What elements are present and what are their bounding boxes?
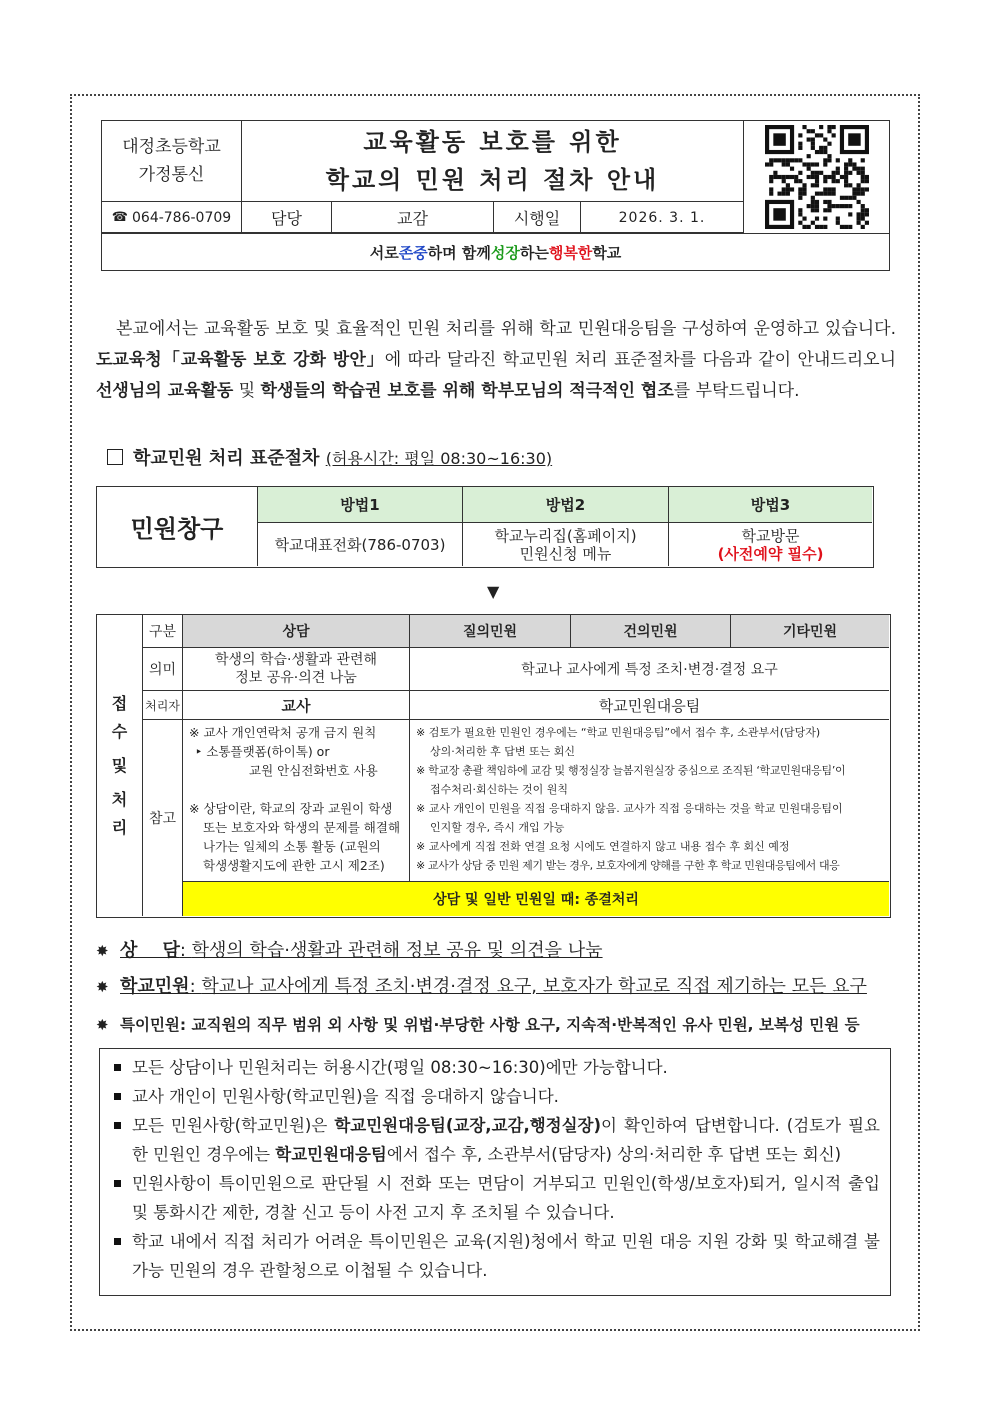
definition-text: 학교나 교사에게 특정 조치·변경·결정 요구, 보호자가 학교로 직접 제기하는 모든 요구 <box>201 976 867 997</box>
ref-consult-line: ※ 상담이란, 학교의 장과 교원이 학생 <box>189 801 393 816</box>
ref-other-line: ※ 교사에게 직접 전화 연결 요청 시에도 연결하지 않고 내용 접수 후 회신 예정 <box>416 840 790 853</box>
meaning-label: 의미 <box>143 648 183 691</box>
school-name-cell <box>102 121 242 202</box>
motto-respect: 존중 <box>398 243 428 262</box>
title-line-1: 교육활동 보호를 위한 <box>363 128 622 156</box>
method-2-value <box>463 523 669 566</box>
asterisk-bullet-icon: ✸ <box>96 942 109 960</box>
notice-text: 모든 민원사항(학교민원)은 <box>132 1116 335 1135</box>
intro-text: 본교에서는 교육활동 보호 및 효율적인 민원 처리를 위해 학교 민원대응팀을 구성하여 운영하고 있습니다. <box>116 319 896 339</box>
school-name: 대정초등학교 <box>122 137 221 157</box>
intro-text: 및 <box>233 381 261 401</box>
manager-label: 담당 <box>242 202 332 233</box>
vlabel-char: 및 <box>111 755 128 775</box>
section-heading <box>107 444 552 470</box>
definition-special: ✸ 특이민원: 교직원의 직무 범위 외 사항 및 위법·부당한 사항 요구, 지속적·반복적인 유사 민원, 보복성 민원 등 <box>96 1016 860 1034</box>
meaning-other: 학교나 교사에게 특정 조치·변경·결정 요구 <box>410 648 889 691</box>
notice-bold: 학교민원대응팀(교장,교감,행정실장) <box>334 1116 602 1135</box>
definition-text: 교직원의 직무 범위 외 사항 및 위법·부당한 사항 요구, 지속적·반복적인 유사 민원, 보복성 민원 등 <box>191 1016 860 1034</box>
motto-part: 하며 함께 <box>427 243 491 262</box>
ref-other-line: ※ 검토가 필요한 민원인 경우에는 “학교 민원대응팀”에서 접수 후, 소관부서(담당자) <box>416 726 821 739</box>
notice-item <box>110 1082 880 1111</box>
intro-bold: 도교육청「교육활동 보호 강화 방안」 <box>96 350 385 370</box>
method-1-text: 학교대표전화(786-0703) <box>274 535 446 554</box>
ref-consult-line <box>189 780 403 799</box>
qr-code[interactable] <box>744 121 889 233</box>
channel-label: 민원창구 <box>97 487 258 566</box>
motto-part: 하는 <box>519 243 549 262</box>
motto-part: 학교 <box>592 243 622 262</box>
ref-consult-line: 학생생활지도에 관한 고시 제2조) <box>203 858 385 873</box>
ref-other-line: ※ 교사 개인이 민원을 직접 응대하지 않음. 교사가 직접 응대하는 것을 학교 민원대응팀이 <box>416 802 843 815</box>
ref-consult-line: 또는 보호자와 학생의 문제를 해결해 <box>203 820 401 835</box>
method-3-value <box>669 523 872 566</box>
notice-text: 교사 개인이 민원사항(학교민원)을 직접 응대하지 않습니다. <box>132 1087 559 1106</box>
qr-code-image <box>765 125 869 229</box>
reference-consult <box>183 720 410 882</box>
meaning-consult <box>183 648 410 691</box>
intro-bold: 학생들의 학습권 보호를 위해 학부모님의 적극적인 협조 <box>260 381 674 401</box>
definition-term: 학교민원 <box>120 976 190 997</box>
phone-cell <box>102 202 242 233</box>
notice-box <box>99 1048 891 1296</box>
definition-text: 학생의 학습·생활과 관련해 정보 공유 및 의견을 나눔 <box>191 940 603 961</box>
title-line-2: 학교의 민원 처리 절차 안내 <box>325 166 660 194</box>
definition-school-complaint: ✸ 학교민원: 학교나 교사에게 특정 조치·변경·결정 요구, 보호자가 학교로 직접 제기하는 모든 요구 <box>96 976 867 997</box>
complaint-channel-table <box>96 486 874 568</box>
intro-paragraph <box>96 314 896 407</box>
header-consult: 상담 <box>183 615 410 648</box>
method-3-head: 방법3 <box>669 487 872 523</box>
asterisk-bullet-icon: ✸ <box>96 978 109 996</box>
definition-term: 상 담 <box>120 940 180 961</box>
notice-item <box>110 1227 880 1285</box>
notice-item <box>110 1053 880 1082</box>
vlabel-char: 처 <box>111 789 128 809</box>
meaning-consult-text: 정보 공유·의견 나눔 <box>235 670 357 686</box>
letter-type: 가정통신 <box>138 165 205 185</box>
notice-text: 에서 접수 후, 소관부서(담당자) 상의·처리한 후 답변 또는 회신) <box>386 1145 842 1164</box>
method-1-head: 방법1 <box>258 487 463 523</box>
manager-value: 교감 <box>332 202 494 233</box>
checkbox-square-icon <box>107 449 123 465</box>
asterisk-bullet-icon: ✸ <box>96 1016 109 1034</box>
info-row <box>102 202 744 233</box>
ref-other-line: 인지할 경우, 즉시 개입 가능 <box>430 821 565 834</box>
definition-term: 특이민원 <box>120 1016 180 1034</box>
notice-text: 모든 상담이나 민원처리는 허용시간(평일 08:30~16:30)에만 가능합니다. <box>132 1058 668 1077</box>
letter-header <box>101 120 890 271</box>
notice-text: 학교 내에서 직접 처리가 어려운 특이민원은 교육(지원)청에서 학교 민원 대응 지원 강화 및 학교해결 불가능 민원의 경우 관할청으로 이첩될 수 있습니다. <box>132 1232 880 1280</box>
phone-number: 064-786-0709 <box>132 209 232 226</box>
ref-consult-line: ※ 교사 개인연락처 공개 금지 원칙 <box>189 725 377 740</box>
conclusion-banner: 상담 및 일반 민원일 때: 종결처리 <box>183 882 889 916</box>
intro-text: 에 따라 달라진 학교민원 처리 표준절차를 다음과 같이 안내드리오니 <box>384 350 896 370</box>
handler-label: 처리자 <box>143 691 183 720</box>
ref-other-line: 상의·처리한 후 답변 또는 회신 <box>430 745 575 758</box>
ref-consult-line: 나가는 일체의 소통 활동 (교원의 <box>203 839 381 854</box>
intro-bold: 선생님의 교육활동 <box>96 381 234 401</box>
reference-label: 참고 <box>143 720 183 916</box>
ref-consult-line: ‣ 소통플랫폼(하이톡) or <box>195 744 330 759</box>
ref-other-line: ※ 학교장 총괄 책임하에 교감 및 행정실장 늘봄지원실장 중심으로 조직된 ‘학교민원대응팀’이 <box>416 764 846 777</box>
method-1-value <box>258 523 463 566</box>
date-label: 시행일 <box>494 202 581 233</box>
ref-other-line: 접수처리·회신하는 것이 원칙 <box>430 783 569 796</box>
method-2-text: 민원신청 메뉴 <box>519 544 612 563</box>
meaning-consult-text: 학생의 학습·생활과 관련해 <box>214 652 378 668</box>
method-2-text: 학교누리집(홈페이지) <box>494 526 637 545</box>
motto-growth: 성장 <box>490 243 520 262</box>
header-other: 기타민원 <box>731 615 889 648</box>
ref-other-line: ※ 교사가 상담 중 민원 제기 받는 경우, 보호자에게 양해를 구한 후 학교 민원대응팀에서 대응 <box>416 859 840 872</box>
date-value: 2026. 3. 1. <box>581 202 744 233</box>
phone-icon: ☎ <box>111 210 128 225</box>
notice-item <box>110 1111 880 1169</box>
page-title <box>242 121 744 202</box>
down-arrow-icon: ▼ <box>487 582 500 601</box>
definition-consult: ✸ 상 담: 학생의 학습·생활과 관련해 정보 공유 및 의견을 나눔 <box>96 940 603 961</box>
intro-text: 를 부탁드립니다. <box>673 381 800 401</box>
header-inquiry: 질의민원 <box>410 615 571 648</box>
handler-other: 학교민원대응팀 <box>410 691 889 720</box>
notice-item <box>110 1169 880 1227</box>
notice-text: 이 확인하여 답변합니다. (검토가 필요한 민원인 경우에는 <box>132 1116 880 1164</box>
process-table <box>96 614 891 918</box>
motto-happy: 행복한 <box>548 243 593 262</box>
method-2-head: 방법2 <box>463 487 669 523</box>
allowed-hours: (허용시간: 평일 08:30~16:30) <box>325 449 553 468</box>
ref-consult-line: 교원 안심전화번호 사용 <box>249 763 378 778</box>
notice-text: 민원사항이 특이민원으로 판단될 시 전화 또는 면담이 거부되고 민원인(학생/보호자)퇴거, 일시적 출입 및 통화시간 제한, 경찰 신고 등이 사전 고지 후 조치될 수 있습니다. <box>132 1174 880 1222</box>
vlabel-char: 리 <box>111 817 128 837</box>
method-3-text: 학교방문 <box>741 526 800 545</box>
school-motto <box>102 233 889 270</box>
header-suggestion: 건의민원 <box>571 615 731 648</box>
vlabel-char: 수 <box>111 721 128 741</box>
vlabel-char: 접 <box>111 693 128 713</box>
reference-other <box>410 720 889 882</box>
motto-part: 서로 <box>369 243 399 262</box>
col-label: 구분 <box>143 615 183 648</box>
section-title: 학교민원 처리 표준절차 <box>133 448 320 469</box>
process-vertical-label <box>97 615 143 916</box>
handler-consult: 교사 <box>183 691 410 720</box>
reservation-required: (사전예약 필수) <box>717 544 824 563</box>
notice-bold: 학교민원대응팀 <box>275 1145 387 1164</box>
